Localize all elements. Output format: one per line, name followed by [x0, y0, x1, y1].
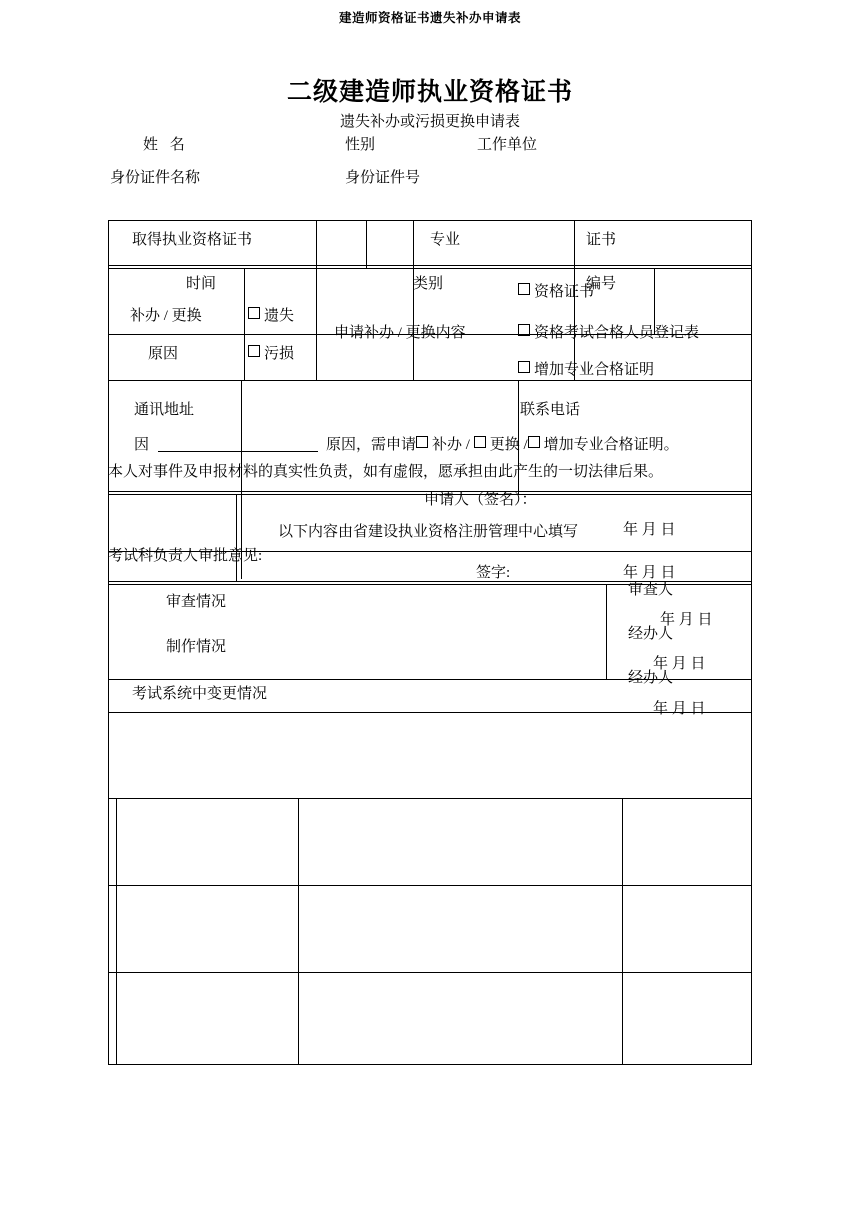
checkbox-statement-reissue[interactable]	[416, 436, 428, 448]
exam-opinion-label: 考试科负责人审批意见:	[108, 548, 263, 564]
table-col-rule-i	[236, 494, 237, 581]
statement-blank-line[interactable]	[158, 451, 318, 452]
table-rule-1	[108, 265, 752, 266]
checkbox-extra-major[interactable]	[518, 361, 530, 373]
production-label: 制作情况	[166, 639, 227, 655]
checkbox-statement-replace[interactable]	[474, 436, 486, 448]
checkbox-register-form[interactable]	[518, 324, 530, 336]
content-option-register-form[interactable]	[518, 321, 699, 342]
statement-opt3-label: 增加专业合格证明。	[543, 437, 679, 453]
content-option-extra-major-label: 增加专业合格证明	[534, 362, 655, 378]
center-fill-note: 以下内容由省建设执业资格注册管理中心填写	[278, 524, 579, 540]
phone-label: 联系电话	[520, 402, 581, 418]
exam-opinion-date: 年 月 日	[623, 565, 676, 581]
content-option-extra-major[interactable]	[518, 358, 654, 379]
table-col-rule-b	[366, 220, 367, 268]
content-option-cert-label: 资格证书	[534, 284, 595, 300]
production-date: 年 月 日	[653, 656, 706, 672]
applicant-signature-label: 申请人（签名）：	[424, 492, 537, 508]
reason-option-lost[interactable]	[248, 304, 294, 325]
checkbox-statement-extra[interactable]	[528, 436, 540, 448]
table-rule-10	[108, 885, 752, 886]
table-rule-11	[108, 972, 752, 973]
statement-opt1-label: 补办 /	[432, 437, 470, 453]
form-table	[108, 220, 752, 1065]
work-unit-label: 工作单位	[477, 137, 538, 153]
reason-label-line2: 原因	[148, 346, 179, 362]
checkbox-lost[interactable]	[248, 307, 260, 319]
running-header: 建造师资格证书遗失补办申请表	[338, 11, 521, 25]
review-date: 年 月 日	[660, 612, 713, 628]
reviewer-label: 审查人	[628, 582, 674, 598]
table-col-rule-e	[244, 268, 245, 380]
table-col-rule-c	[413, 220, 414, 380]
statement-middle	[326, 433, 679, 454]
cert-no-label-line2: 编号	[586, 276, 617, 292]
cert-obtain-label-line1: 取得执业资格证书	[132, 232, 253, 248]
cert-obtain-label-line2: 时间	[186, 276, 217, 292]
table-col-rule-k	[116, 798, 117, 1064]
content-option-cert[interactable]	[518, 280, 594, 301]
statement-prefix: 因	[134, 437, 150, 453]
table-border-left	[108, 220, 109, 1064]
sex-label: 性别	[345, 137, 376, 153]
table-rule-9	[108, 798, 752, 799]
handler-label: 经办人	[628, 626, 674, 642]
reason-option-lost-label: 遗失	[264, 308, 295, 324]
major-label-line1: 专业	[430, 232, 461, 248]
table-col-rule-a	[316, 220, 317, 380]
id-type-label: 身份证件名称	[110, 170, 201, 186]
table-col-rule-l	[298, 798, 299, 1064]
id-number-label: 身份证件号	[345, 170, 421, 186]
checkbox-cert[interactable]	[518, 283, 530, 295]
reason-option-damaged-label: 污损	[264, 346, 295, 362]
applicant-date: 年 月 日	[623, 522, 676, 538]
review-label: 审查情况	[166, 594, 227, 610]
handler-label-2: 经办人	[628, 670, 674, 686]
system-change-label: 考试系统中变更情况	[132, 686, 268, 702]
system-change-date: 年 月 日	[653, 701, 706, 717]
statement-mid-label: 原因，需申请	[326, 437, 417, 453]
statement-opt2-label: 更换 /	[489, 437, 528, 453]
reason-option-damaged[interactable]	[248, 342, 294, 363]
table-rule-3	[108, 380, 752, 381]
table-rule-1b	[108, 268, 752, 269]
signature-label: 签字:	[476, 565, 511, 581]
document-subtitle: 遗失补办或污损更换申请表	[339, 114, 520, 130]
table-col-rule-m	[622, 798, 623, 1064]
address-label: 通讯地址	[134, 402, 195, 418]
cert-no-label-line1: 证书	[586, 232, 617, 248]
checkbox-damaged[interactable]	[248, 345, 260, 357]
major-label-line2: 类别	[413, 276, 444, 292]
reason-label-line1: 补办 / 更换	[130, 308, 202, 324]
table-border-right	[751, 220, 752, 1064]
name-label: 姓 名	[143, 137, 189, 153]
statement-body: 本人对事件及申报材料的真实性负责，如有虚假，愿承担由此产生的一切法律后果。	[108, 464, 664, 480]
document-title: 二级建造师执业资格证书	[286, 78, 573, 106]
content-option-register-form-label: 资格考试合格人员登记表	[534, 325, 700, 341]
apply-content-label: 申请补办 / 更换内容	[334, 325, 466, 341]
table-border-top	[108, 220, 752, 221]
table-border-bottom	[108, 1064, 752, 1065]
table-col-rule-j	[606, 584, 607, 679]
